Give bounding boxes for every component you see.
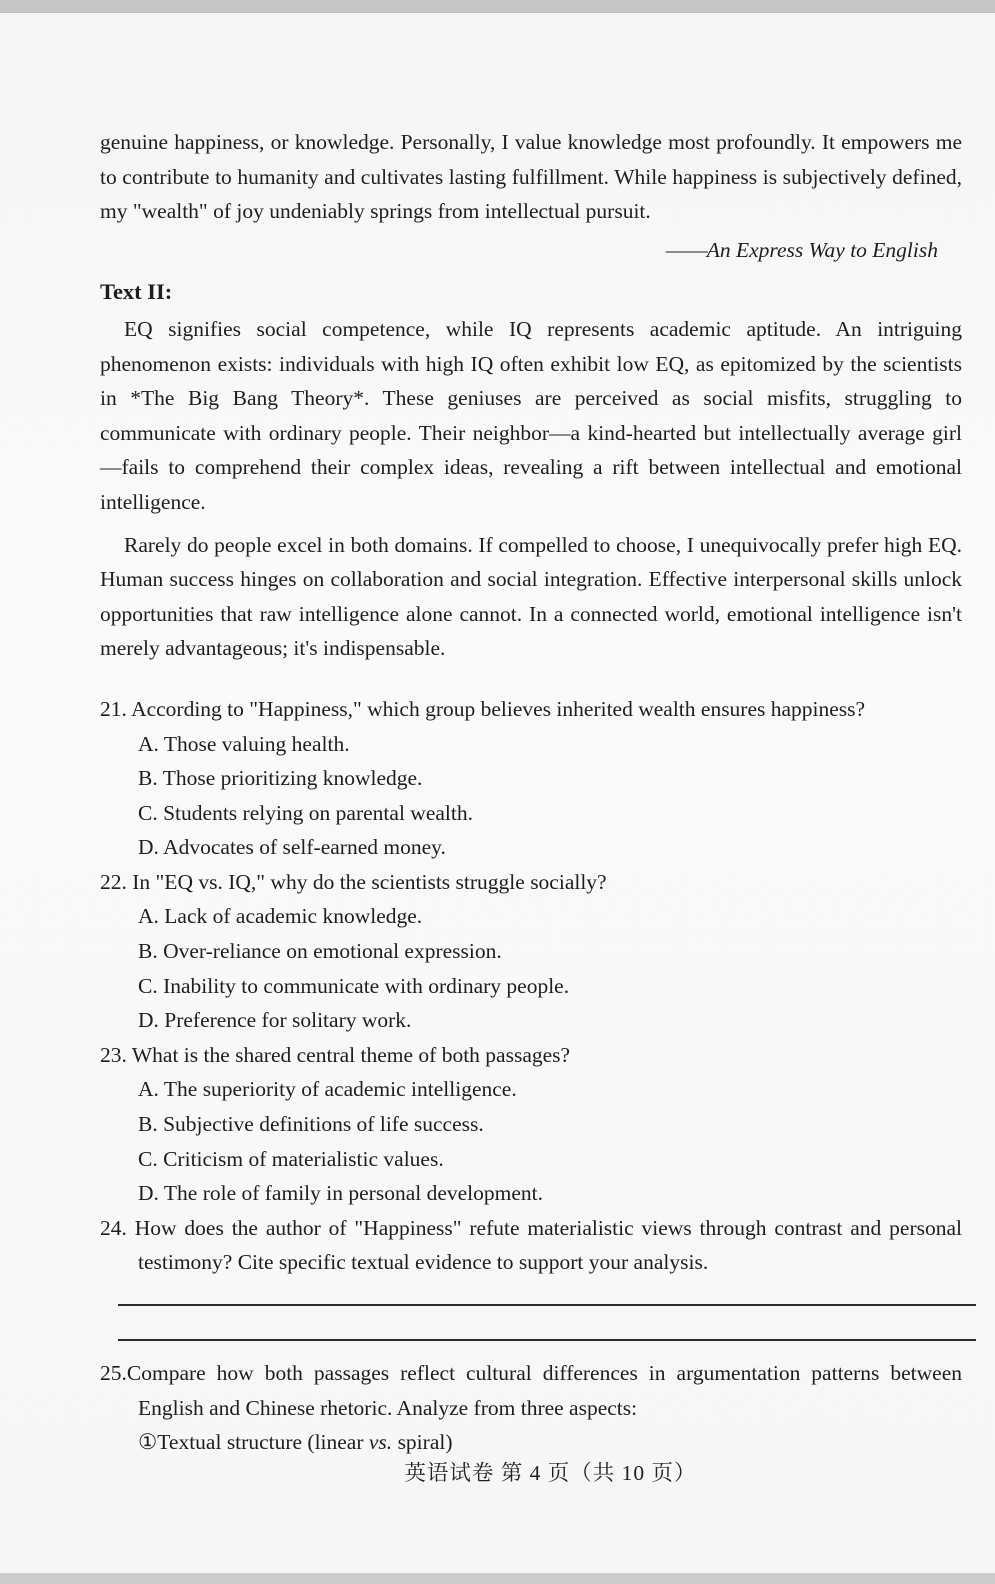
question-21-option-a: A. Those valuing health. [138, 731, 350, 756]
question-21 [100, 692, 962, 865]
question-22 [100, 865, 962, 1038]
question-22-option-a: A. Lack of academic knowledge. [138, 904, 423, 929]
aspect-1-prefix: ①Textual structure (linear [138, 1430, 369, 1455]
question-22-option-c: C. Inability to communicate with ordinary people. [138, 973, 570, 998]
question-21-option-d: D. Advocates of self-earned money. [138, 835, 446, 860]
page-footer-text: 英语试卷 第 4 页（共 10 页） [404, 1461, 697, 1485]
text2-paragraph-1: EQ signifies social competence, while IQ represents academic aptitude. An intriguing phenomenon exists: individuals with high IQ often exhibit low EQ, as epitomized by the scientists in *The Big Bang Theory*. These geniuses are perceived as social misfits, struggling to communicate with ordinary people. Their neighbor—a kind-hearted but intellectually average girl—fails to comprehend their complex ideas, revealing a rift between intellectual and emotional intelligence. [100, 316, 962, 514]
attribution-title: An Express Way to English [706, 237, 938, 262]
page-footer [53, 1456, 995, 1487]
question-24-text: 24. How does the author of "Happiness" refute materialistic views through contrast and personal testimony? Cite specific textual evidence to support your analysis. [100, 1215, 962, 1275]
question-24 [100, 1211, 962, 1341]
question-23-text: 23. What is the shared central theme of both passages? [100, 1042, 571, 1067]
question-21-option-b: B. Those prioritizing knowledge. [138, 766, 423, 791]
top-edge-bar [0, 0, 995, 13]
question-22-text: 22. In "EQ vs. IQ," why do the scientists struggle socially? [100, 869, 607, 894]
text2-paragraph-2: Rarely do people excel in both domains. If compelled to choose, I unequivocally prefer high EQ. Human success hinges on collaboration and social integration. Effective interpersonal skills unlock opportunities that raw intelligence alone cannot. In a connected world, emotional intelligence isn't merely advantageous; it's indispensable. [100, 532, 962, 661]
question-23-option-d: D. The role of family in personal development. [138, 1181, 544, 1206]
aspect-1-suffix: spiral) [392, 1430, 453, 1455]
question-22-option-d: D. Preference for solitary work. [138, 1008, 412, 1033]
question-23 [100, 1038, 962, 1211]
answer-blank-line-2 [118, 1339, 976, 1341]
question-25-aspect-1 [138, 1425, 962, 1460]
attribution-dash: —— [665, 237, 707, 262]
aspect-1-vs: vs. [368, 1430, 393, 1455]
bottom-edge-bar [0, 1573, 995, 1584]
question-23-option-b: B. Subjective definitions of life success. [138, 1112, 484, 1137]
exam-page-content [0, 13, 995, 1460]
question-25 [100, 1356, 962, 1460]
question-22-option-b: B. Over-reliance on emotional expression. [138, 939, 502, 964]
question-21-text: 21. According to "Happiness," which group believes inherited wealth ensures happiness? [100, 696, 866, 721]
question-23-option-a: A. The superiority of academic intelligence. [138, 1077, 517, 1102]
question-25-text: 25.Compare how both passages reflect cultural differences in argumentation patterns between English and Chinese rhetoric. Analyze from three aspects: [100, 1361, 962, 1420]
source-attribution [100, 233, 938, 268]
questions-section [100, 692, 962, 1460]
text2-heading: Text II: [100, 279, 173, 305]
question-21-option-c: C. Students relying on parental wealth. [138, 800, 473, 825]
answer-blank-line-1 [118, 1304, 976, 1306]
question-23-option-c: C. Criticism of materialistic values. [138, 1146, 444, 1171]
passage-continuation-text: genuine happiness, or knowledge. Personally, I value knowledge most profoundly. It empowers me to contribute to humanity and cultivates lasting fulfillment. While happiness is subjectively defined, my "wealth" of joy undeniably springs from intellectual pursuit. [100, 130, 962, 224]
